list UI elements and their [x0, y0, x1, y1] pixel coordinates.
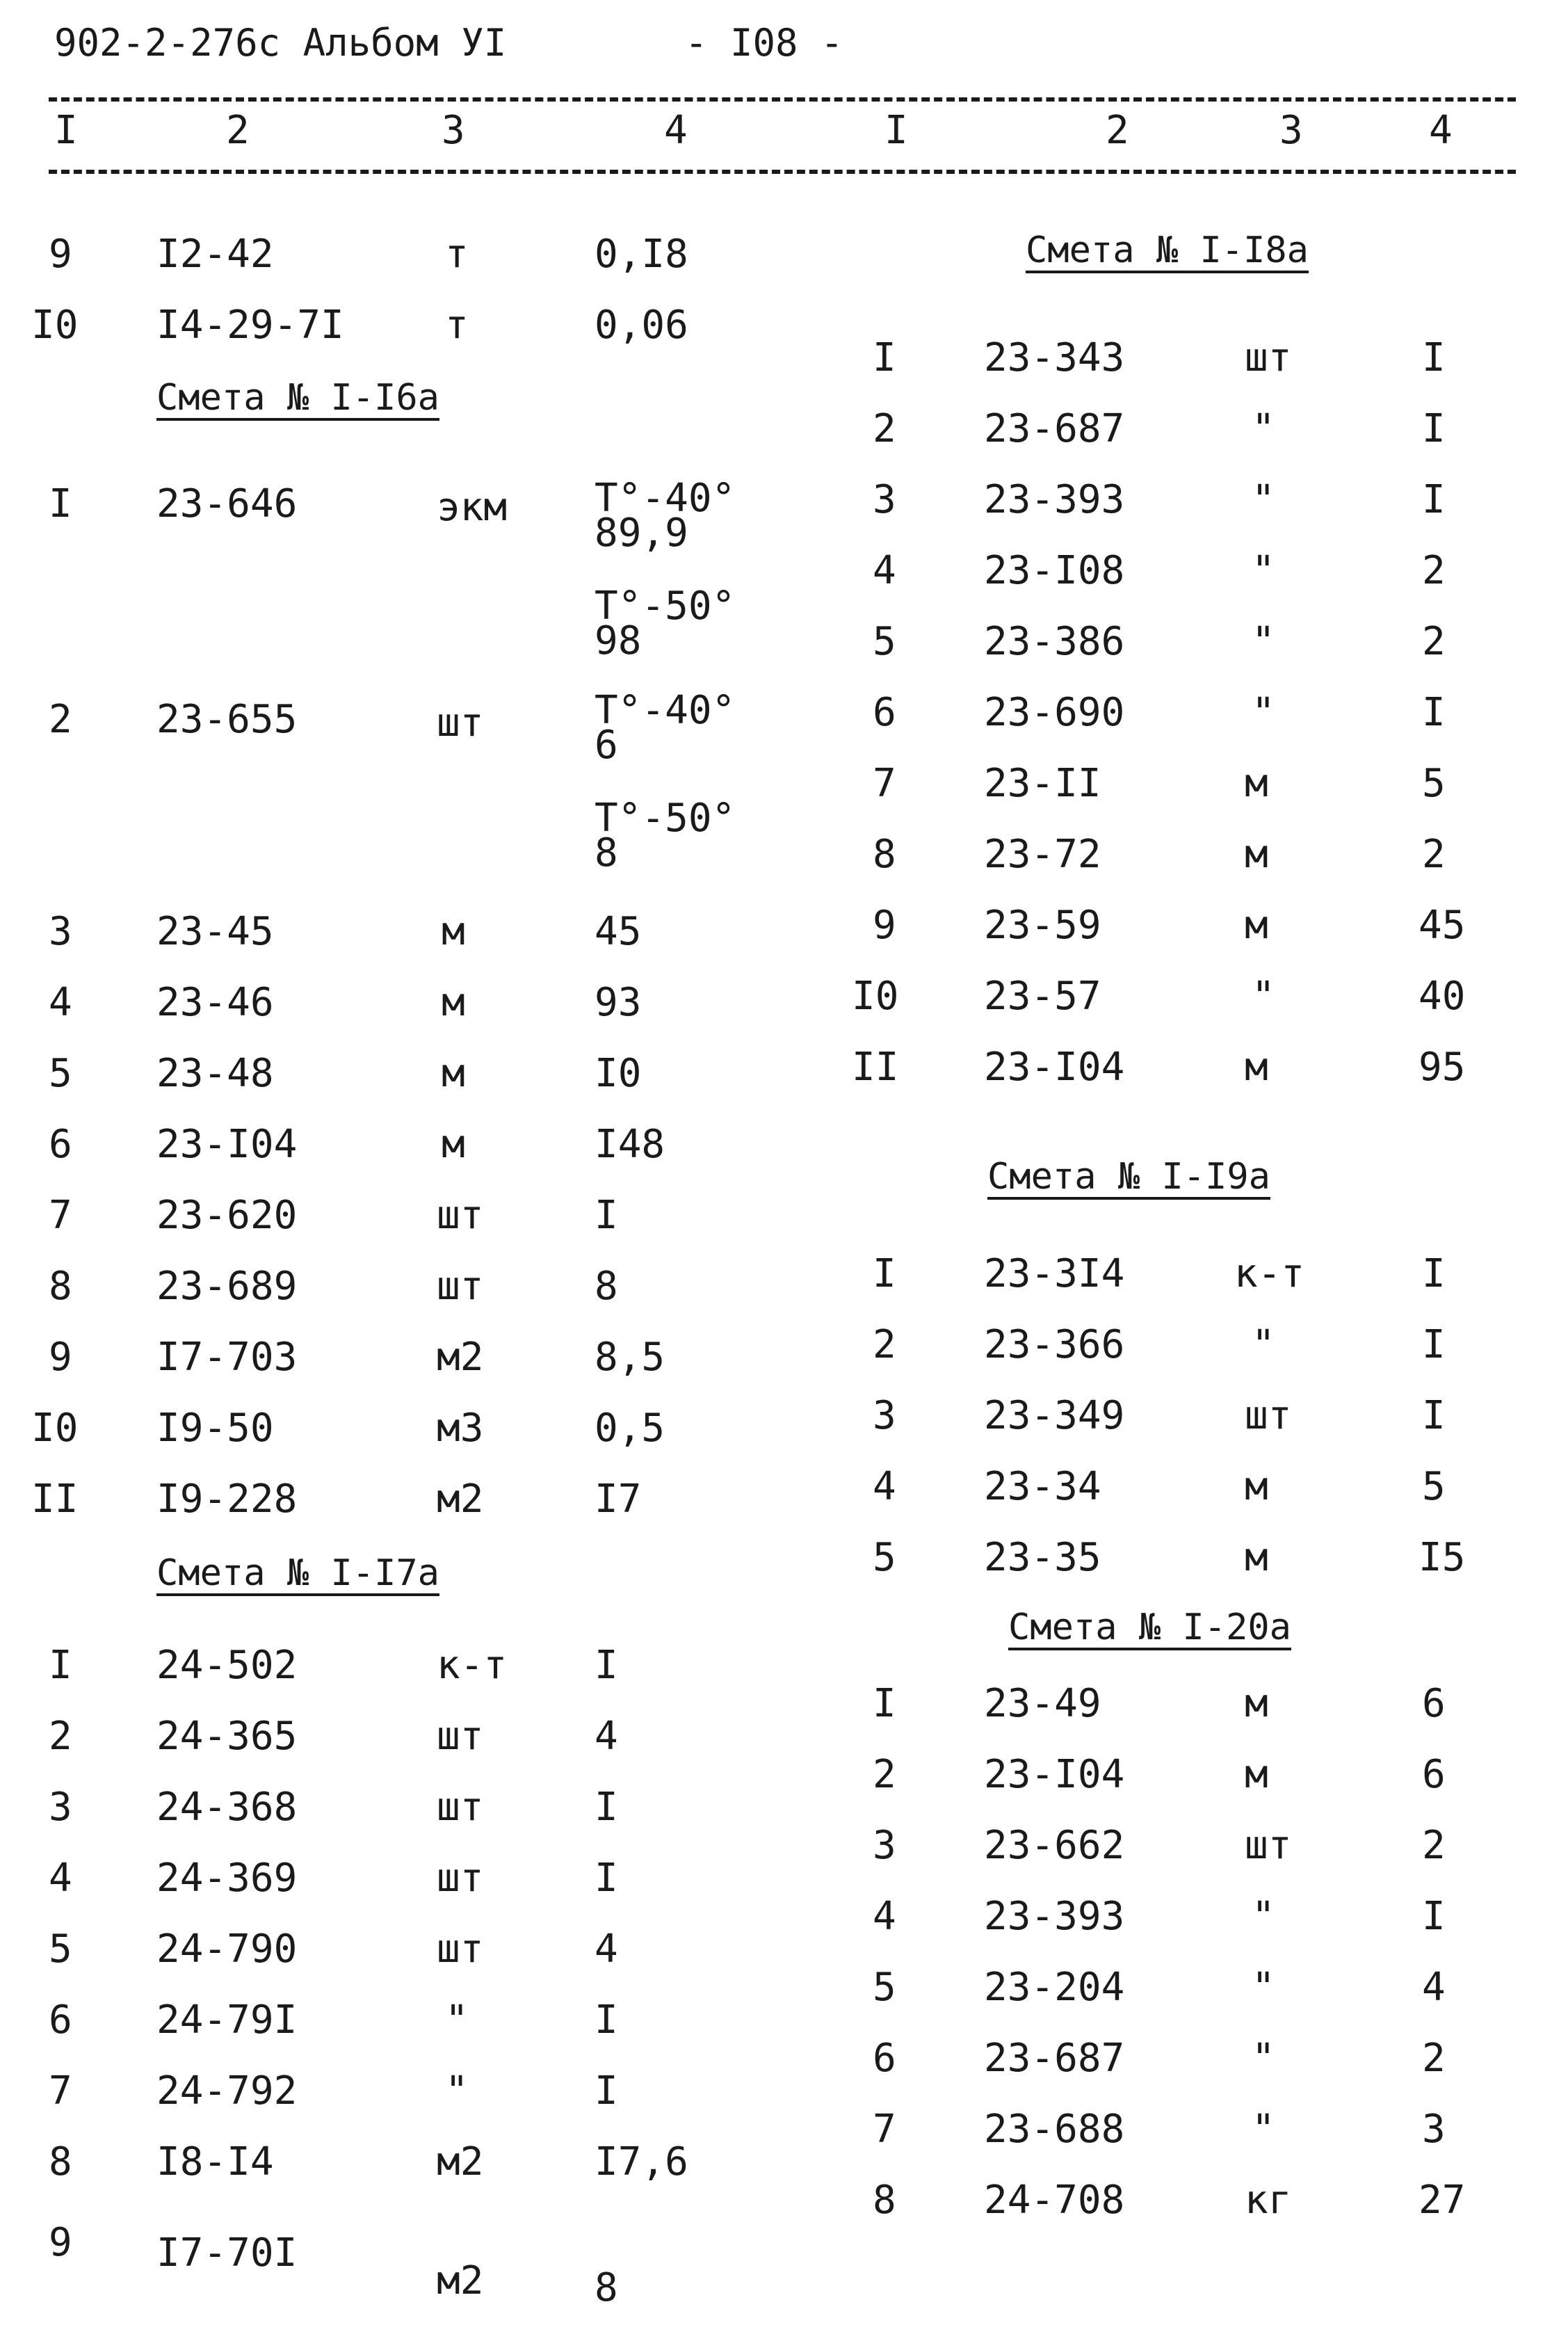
row-qty: I0: [595, 1051, 642, 1096]
row-code: 23-688: [984, 2107, 1125, 2152]
row-number: 5: [873, 1535, 896, 1580]
header-rule-bottom: [49, 170, 1516, 174]
row-number: 4: [873, 1464, 896, 1509]
row-code: I4-29-7I: [156, 303, 344, 348]
row-number: 3: [49, 1785, 72, 1830]
row-code: I8-I4: [156, 2139, 274, 2185]
row-qty: 27: [1419, 2178, 1466, 2223]
row-qty: I: [1422, 690, 1446, 735]
row-number: I: [49, 1643, 72, 1688]
row-unit: ": [1252, 548, 1275, 593]
row-unit: ": [1252, 477, 1275, 522]
row-code: 23-366: [984, 1322, 1125, 1367]
row-code: 23-34: [984, 1464, 1101, 1509]
row-qty: I7,6: [595, 2139, 688, 2185]
row-code: 24-708: [984, 2178, 1125, 2223]
row-number: 8: [873, 2178, 896, 2223]
row-unit: кг: [1245, 2178, 1292, 2223]
row-unit: т: [445, 303, 469, 348]
row-unit: м: [1245, 1681, 1268, 1726]
row-unit: шт: [437, 1193, 484, 1238]
row-code: 23-I04: [156, 1122, 298, 1167]
row-qty: 5: [1422, 1464, 1446, 1509]
section-title-16a: Смета № I-I6a: [156, 377, 439, 419]
section-title-20a: Смета № I-20a: [1008, 1607, 1291, 1648]
col-header-2: 2: [226, 108, 250, 153]
row-number: 6: [873, 690, 896, 735]
row-unit: к-т: [437, 1643, 508, 1688]
row-qty: I5: [1419, 1535, 1466, 1580]
row-qty-temp2: Т°-50°: [595, 796, 736, 841]
row-unit: ": [1252, 690, 1275, 735]
row-code: 23-59: [984, 903, 1101, 948]
row-qty: 6: [1422, 1752, 1446, 1797]
row-unit: м: [442, 1122, 465, 1167]
row-code: 23-349: [984, 1393, 1125, 1438]
row-number: 5: [49, 1051, 72, 1096]
row-unit: м: [1245, 1464, 1268, 1509]
row-unit: ": [1252, 619, 1275, 664]
row-qty: 40: [1419, 974, 1466, 1019]
row-unit: ": [445, 1997, 469, 2043]
row-qty: I: [1422, 1894, 1446, 1939]
row-code: 23-II: [984, 761, 1101, 806]
row-qty: I48: [595, 1122, 665, 1167]
col-header-4: 4: [664, 108, 688, 153]
row-unit: шт: [437, 1856, 484, 1901]
row-unit: м: [442, 980, 465, 1025]
row-code: 23-689: [156, 1264, 298, 1309]
row-code: 23-620: [156, 1193, 298, 1238]
row-code: I7-703: [156, 1335, 298, 1380]
row-qty: I: [595, 1193, 618, 1238]
col-header-7: 3: [1279, 108, 1303, 153]
row-qty: 4: [1422, 1965, 1446, 2010]
row-number: I0: [31, 1406, 79, 1451]
row-code: 23-687: [984, 2036, 1125, 2081]
row-unit: шт: [1245, 1393, 1292, 1438]
row-unit: к-т: [1234, 1251, 1305, 1296]
row-qty: I: [1422, 406, 1446, 451]
row-number: I0: [852, 974, 899, 1019]
row-unit: шт: [437, 1785, 484, 1830]
row-qty: 2: [1422, 2036, 1446, 2081]
row-number: 5: [49, 1926, 72, 1972]
row-code: 23-46: [156, 980, 274, 1025]
row-code: I9-50: [156, 1406, 274, 1451]
row-unit: м2: [437, 2258, 484, 2303]
row-unit: м3: [437, 1406, 484, 1451]
row-code: 23-I08: [984, 548, 1125, 593]
row-code: 23-393: [984, 477, 1125, 522]
row-unit: м2: [437, 1477, 484, 1522]
row-unit: ": [1252, 406, 1275, 451]
row-number: 5: [873, 619, 896, 664]
row-unit: шт: [437, 1714, 484, 1759]
row-number: 2: [49, 1714, 72, 1759]
row-qty: 6: [1422, 1681, 1446, 1726]
row-number: 9: [49, 2220, 72, 2265]
row-number: I: [873, 1251, 896, 1296]
row-number: 9: [873, 903, 896, 948]
row-unit: м2: [437, 2139, 484, 2185]
row-code: 23-343: [984, 335, 1125, 380]
row-unit: ": [445, 2068, 469, 2114]
col-header-3: 3: [442, 108, 465, 153]
row-code: 24-368: [156, 1785, 298, 1830]
row-code: 24-365: [156, 1714, 298, 1759]
row-qty: I: [595, 1785, 618, 1830]
row-qty: I: [595, 2068, 618, 2114]
row-number: I: [49, 481, 72, 526]
row-unit: т: [445, 232, 469, 277]
row-unit: м: [442, 909, 465, 954]
row-qty: 45: [1419, 903, 1466, 948]
row-code: 23-72: [984, 832, 1101, 877]
row-qty: 5: [1422, 761, 1446, 806]
row-qty: 8: [595, 1264, 618, 1309]
row-code: 23-I04: [984, 1752, 1125, 1797]
row-number: 3: [873, 1823, 896, 1868]
row-unit: м: [1245, 832, 1268, 877]
row-number: 8: [49, 1264, 72, 1309]
row-number: 3: [49, 909, 72, 954]
row-code: 23-204: [984, 1965, 1125, 2010]
row-code: 23-45: [156, 909, 274, 954]
row-qty: 4: [595, 1926, 618, 1972]
row-number: II: [31, 1477, 79, 1522]
row-qty: I: [1422, 477, 1446, 522]
row-qty: I7: [595, 1477, 642, 1522]
row-number: 6: [49, 1997, 72, 2043]
row-qty-value1: 89,9: [595, 510, 688, 556]
row-unit: м: [1245, 1535, 1268, 1580]
row-qty-temp1: Т°-40°: [595, 688, 736, 733]
row-unit: ": [1252, 1894, 1275, 1939]
row-unit: м: [442, 1051, 465, 1096]
row-number: 7: [49, 2068, 72, 2114]
row-code: 23-690: [984, 690, 1125, 735]
row-code: 23-49: [984, 1681, 1101, 1726]
row-number: 8: [873, 832, 896, 877]
document-code: 902-2-276с Альбом УI: [54, 21, 507, 65]
row-number: 4: [49, 1856, 72, 1901]
row-qty: I: [1422, 1393, 1446, 1438]
row-number: 6: [49, 1122, 72, 1167]
row-number: 9: [49, 232, 72, 277]
row-qty: 2: [1422, 619, 1446, 664]
row-code: 23-646: [156, 481, 298, 526]
row-code: 23-662: [984, 1823, 1125, 1868]
section-title-17a: Смета № I-I7a: [156, 1552, 439, 1594]
row-code: 24-369: [156, 1856, 298, 1901]
row-qty: I: [595, 1856, 618, 1901]
col-header-6: 2: [1106, 108, 1129, 153]
row-unit: экм: [437, 485, 508, 530]
row-unit: шт: [1245, 1823, 1292, 1868]
row-number: 7: [49, 1193, 72, 1238]
row-unit: ": [1252, 2107, 1275, 2152]
row-number: 5: [873, 1965, 896, 2010]
row-number: 9: [49, 1335, 72, 1380]
row-qty-temp2: Т°-50°: [595, 584, 736, 629]
row-unit: ": [1252, 2036, 1275, 2081]
row-code: 23-393: [984, 1894, 1125, 1939]
row-number: 4: [873, 1894, 896, 1939]
row-code: 24-502: [156, 1643, 298, 1688]
row-number: 3: [873, 1393, 896, 1438]
row-qty-temp1: Т°-40°: [595, 476, 736, 521]
row-code: 23-3I4: [984, 1251, 1125, 1296]
row-qty: 45: [595, 909, 642, 954]
row-number: 7: [873, 2107, 896, 2152]
row-qty: I: [1422, 1322, 1446, 1367]
row-code: I7-70I: [156, 2230, 298, 2276]
row-code: I9-228: [156, 1477, 298, 1522]
row-qty-value2: 8: [595, 830, 618, 876]
row-qty: 2: [1422, 1823, 1446, 1868]
row-unit: ": [1252, 1322, 1275, 1367]
row-number: 3: [873, 477, 896, 522]
row-code: 24-79I: [156, 1997, 298, 2043]
row-qty: I: [595, 1997, 618, 2043]
row-qty: 0,06: [595, 303, 688, 348]
row-number: 4: [49, 980, 72, 1025]
row-unit: ": [1252, 974, 1275, 1019]
row-qty: 95: [1419, 1045, 1466, 1090]
row-number: I0: [31, 303, 79, 348]
row-number: 2: [873, 1752, 896, 1797]
row-number: 2: [49, 697, 72, 742]
row-unit: м: [1245, 903, 1268, 948]
row-qty: 2: [1422, 832, 1446, 877]
row-number: 2: [873, 1322, 896, 1367]
row-code: 23-48: [156, 1051, 274, 1096]
row-code: 23-35: [984, 1535, 1101, 1580]
row-unit: шт: [437, 1926, 484, 1972]
row-code: 24-790: [156, 1926, 298, 1972]
row-unit: м2: [437, 1335, 484, 1380]
row-unit: шт: [437, 700, 484, 746]
row-code: 23-57: [984, 974, 1101, 1019]
row-unit: м: [1245, 1045, 1268, 1090]
row-unit: шт: [437, 1264, 484, 1309]
col-header-1: I: [54, 108, 78, 153]
row-unit: ": [1252, 1965, 1275, 2010]
section-title-19a: Смета № I-I9a: [987, 1156, 1270, 1198]
row-qty: 3: [1422, 2107, 1446, 2152]
row-number: 7: [873, 761, 896, 806]
row-number: I: [873, 335, 896, 380]
row-code: 24-792: [156, 2068, 298, 2114]
row-qty: 8: [595, 2265, 618, 2310]
row-qty: I: [595, 1643, 618, 1688]
page-number: - I08 -: [685, 21, 843, 65]
row-number: 2: [873, 406, 896, 451]
row-number: II: [852, 1045, 899, 1090]
row-qty: 0,I8: [595, 232, 688, 277]
row-code: I2-42: [156, 232, 274, 277]
row-qty: 4: [595, 1714, 618, 1759]
row-code: 23-687: [984, 406, 1125, 451]
row-number: 4: [873, 548, 896, 593]
row-code: 23-655: [156, 697, 298, 742]
row-qty-value1: 6: [595, 723, 618, 768]
row-qty-value2: 98: [595, 618, 642, 663]
header-rule-top: [49, 97, 1516, 102]
row-code: 23-386: [984, 619, 1125, 664]
row-number: 6: [873, 2036, 896, 2081]
row-unit: шт: [1245, 335, 1292, 380]
row-qty: I: [1422, 1251, 1446, 1296]
row-unit: м: [1245, 1752, 1268, 1797]
col-header-5: I: [884, 108, 908, 153]
row-number: 8: [49, 2139, 72, 2185]
row-qty: I: [1422, 335, 1446, 380]
col-header-8: 4: [1429, 108, 1453, 153]
row-code: 23-I04: [984, 1045, 1125, 1090]
row-qty: 8,5: [595, 1335, 665, 1380]
row-qty: 93: [595, 980, 642, 1025]
row-qty: 2: [1422, 548, 1446, 593]
row-unit: м: [1245, 761, 1268, 806]
row-number: I: [873, 1681, 896, 1726]
row-qty: 0,5: [595, 1406, 665, 1451]
section-title-18a: Смета № I-I8a: [1026, 230, 1309, 271]
